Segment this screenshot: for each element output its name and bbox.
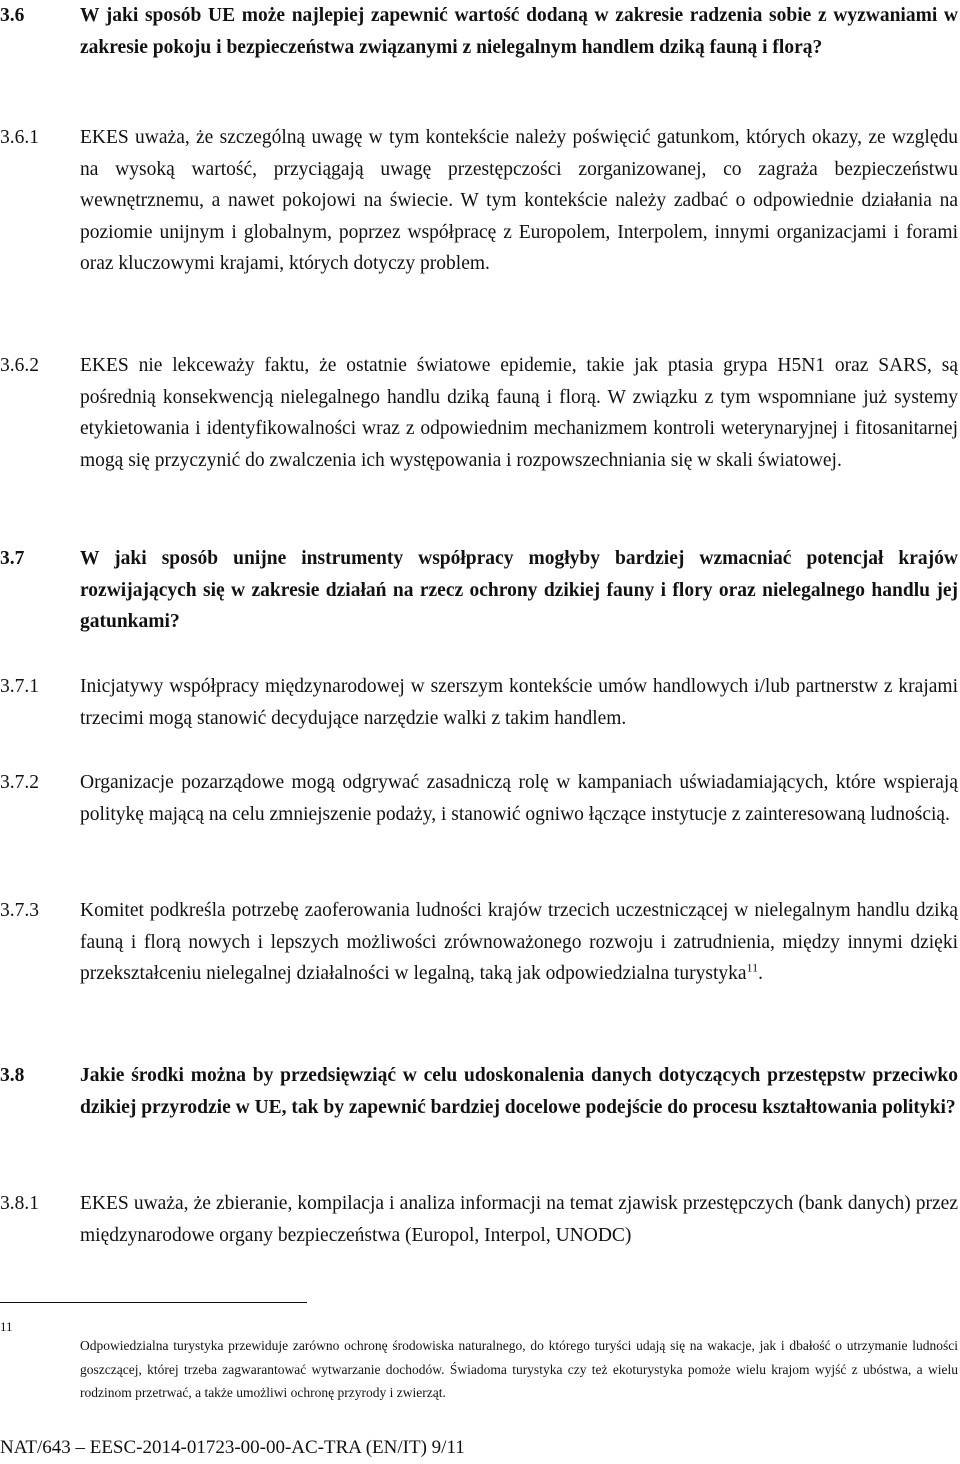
footnote-reference: 11 [746,960,759,975]
paragraph-number: 3.8.1 [0,1193,39,1214]
paragraph-body: Komitet podkreśla potrzebę zaoferowania ludności krajów trzecich uczestniczącej w nielegalnym handlu dziką fauną i florą nowych i lepszych możliwości zrównoważonego rozwoju i zatrudnienia, między innymi dzięki przekształceniu nielegalnej działalności w legalną, taką jak odpowiedzialna turystyka [80,900,958,984]
paragraph-number: 3.6.2 [0,355,39,376]
section-number: 3.6 [0,5,25,26]
paragraph-text [80,895,958,990]
section-number: 3.8 [0,1065,25,1086]
section-heading: W jaki sposób UE może najlepiej zapewnić wartość dodaną w zakresie radzenia sobie z wyzwaniami w zakresie pokoju i bezpieczeństwa związanymi z nielegalnym handlem dziką fauną i florą? [80,5,958,58]
paragraph-text: EKES uważa, że zbieranie, kompilacja i analiza informacji na temat zjawisk przestępczych (bank danych) przez międzynarodowe organy bezpieczeństwa (Europol, Interpol, UNODC) [80,1193,958,1246]
footnote-text: Odpowiedzialna turystyka przewiduje zarówno ochronę środowiska naturalnego, do którego turyści udają się na wakacje, jak i dbałość o utrzymanie ludności goszczącej, której trzeba zagwarantować wytwarzanie dochodów. Świadoma turystyka czy też ekoturystyka pomoże wielu krajom wyjść z ubóstwa, a wielu rodzinom przetrwać, a także umożliwi ochronę przyrody i zwierząt. [80,1338,958,1400]
paragraph-number: 3.6.1 [0,127,39,148]
paragraph-text: Organizacje pozarządowe mogą odgrywać zasadniczą rolę w kampaniach uświadamiających, które wspierają politykę mającą na celu zmniejszenie podaży, i stanowić ogniwo łączące instytucje z zainteresowaną ludnością. [80,772,958,825]
paragraph-text: EKES nie lekceważy faktu, że ostatnie światowe epidemie, takie jak ptasia grypa H5N1 oraz SARS, są pośrednią konsekwencją nielegalnego handlu dziką fauną i florą. W związku z tym wspomniane już systemy etykietowania i identyfikowalności wraz z odpowiednim mechanizmem kontroli weterynaryjnej i fitosanitarnej mogą się przyczynić do zwalczenia ich występowania i rozpowszechniania się w skali światowej. [80,355,958,471]
paragraph-number: 3.7.2 [0,772,39,793]
footnote-separator [0,1302,307,1303]
paragraph-end: . [758,963,763,984]
section-heading: W jaki sposób unijne instrumenty współpracy mogłyby bardziej wzmacniać potencjał krajów rozwijających się w zakresie działań na rzecz ochrony dzikiej fauny i flory oraz nielegalnego handlu jej gatunkami? [80,548,958,632]
paragraph-text: EKES uważa, że szczególną uwagę w tym kontekście należy poświęcić gatunkom, których okazy, ze względu na wysoką wartość, przyciągają uwagę przestępczości zorganizowanej, co zagraża bezpieczeństwu wewnętrznemu, a nawet pokojowi na świecie. W tym kontekście należy zadbać o odpowiednie działania na poziomie unijnym i globalnym, poprzez współpracę z Europolem, Interpolem, innymi organizacjami i forami oraz kluczowymi krajami, których dotyczy problem. [80,127,958,274]
page-footer: NAT/643 – EESC-2014-01723-00-00-AC-TRA (EN/IT) 9/11 [0,1437,465,1458]
paragraph-number: 3.7.1 [0,676,39,697]
paragraph-number: 3.7.3 [0,900,39,921]
footnote-number: 11 [0,1319,13,1334]
section-heading: Jakie środki można by przedsięwziąć w celu udoskonalenia danych dotyczących przestępstw przeciwko dzikiej przyrodzie w UE, tak by zapewnić bardziej docelowe podejście do procesu kształtowania polityki? [80,1065,958,1118]
section-number: 3.7 [0,548,25,569]
paragraph-text: Inicjatywy współpracy międzynarodowej w szerszym kontekście umów handlowych i/lub partnerstw z krajami trzecimi mogą stanowić decydujące narzędzie walki z takim handlem. [80,676,958,729]
